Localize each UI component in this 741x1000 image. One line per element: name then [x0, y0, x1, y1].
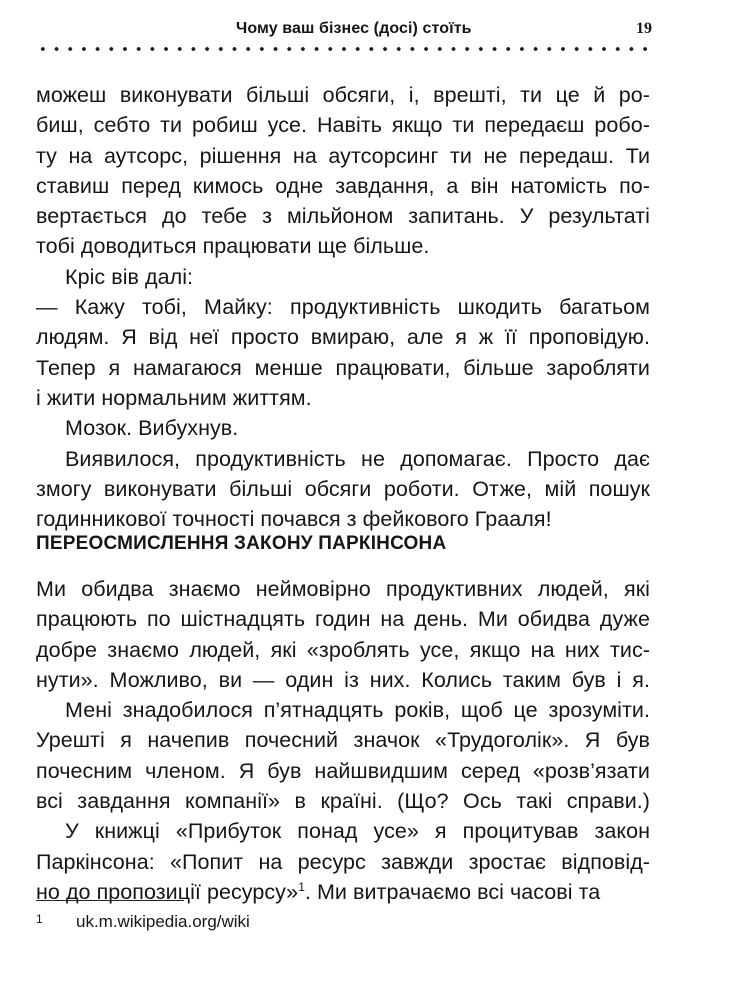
text-line: годинникової точності почався з фейкового Грааля!: [36, 507, 552, 532]
body-text-block-2: [36, 574, 650, 907]
footnote: [36, 912, 250, 932]
text-line: Мені знадобилося п’ятнадцять років, щоб це зрозуміти.: [65, 698, 650, 723]
text-line: Кріс вів далі:: [65, 264, 194, 289]
running-head: [36, 20, 652, 42]
footnote-text: uk.m.wikipedia.org/wiki: [76, 912, 250, 931]
text-line: Урешті я начепив почесний значок «Трудоголік». Я був: [36, 728, 650, 753]
text-line: ставиш перед кимось одне завдання, а він натомість по-: [36, 173, 650, 198]
text-line: Мозок. Вибухнув.: [65, 416, 239, 441]
text-line: У книжці «Прибуток понад усе» я процитував закон: [65, 819, 650, 844]
text-line: нути». Можливо, ви — один із них. Колись таким був і я.: [36, 667, 650, 692]
text-line: змогу виконувати більші обсяги роботи. Отже, мій пошук: [36, 476, 650, 501]
text-line: ту на аутсорс, рішення на аутсорсинг ти не передаш. Ти: [36, 143, 650, 168]
dotted-divider: [36, 46, 650, 52]
body-text-block-1: [36, 80, 650, 534]
page-number: 19: [636, 20, 652, 37]
text-line: і жити нормальним життям.: [36, 385, 312, 410]
text-line: тобі доводиться працювати ще більше.: [36, 234, 430, 259]
text-line-with-footnote: [36, 877, 650, 907]
text-line: добре знаємо людей, які «зроблять усе, якщо на них тис-: [36, 637, 650, 662]
text-line: всі завдання компанії» в країні. (Що? Ось такі справи.): [36, 789, 650, 814]
text-line: Ми обидва знаємо неймовірно продуктивних людей, які: [36, 577, 650, 601]
text-segment: . Ми витрачаємо всі часові та: [304, 879, 601, 904]
section-heading: ПЕРЕОСМИСЛЕННЯ ЗАКОНУ ПАРКІНСОНА: [36, 533, 447, 554]
text-line: Тепер я намагаюся менше працювати, більше заробляти: [36, 355, 650, 380]
footnote-divider: [36, 900, 184, 901]
text-segment: но до пропозиції ресурсу»: [36, 879, 299, 904]
text-line: биш, себто ти робиш усе. Навіть якщо ти передаєш робо-: [36, 113, 650, 138]
text-line: людям. Я від неї просто вмираю, але я ж її проповідую.: [36, 325, 650, 350]
footnote-number: 1: [36, 912, 43, 926]
text-line: — Кажу тобі, Майку: продуктивність шкодить багатьом: [36, 295, 650, 320]
running-title: Чому ваш бізнес (досі) стоїть: [236, 20, 472, 37]
text-line: почесним членом. Я був найшвидшим серед «розв’язати: [36, 758, 650, 783]
footnote-reference: 1: [298, 879, 305, 894]
text-line: Паркінсона: «Попит на ресурс завжди зростає відповід-: [36, 849, 650, 874]
text-line: можеш виконувати більші обсяги, і, врешті, ти це й ро-: [36, 83, 650, 107]
text-line: працюють по шістнадцять годин на день. Ми обидва дуже: [36, 607, 650, 632]
text-line: вертається до тебе з мільйоном запитань. У результаті: [36, 204, 650, 229]
text-line: Виявилося, продуктивність не допомагає. Просто дає: [65, 446, 650, 471]
